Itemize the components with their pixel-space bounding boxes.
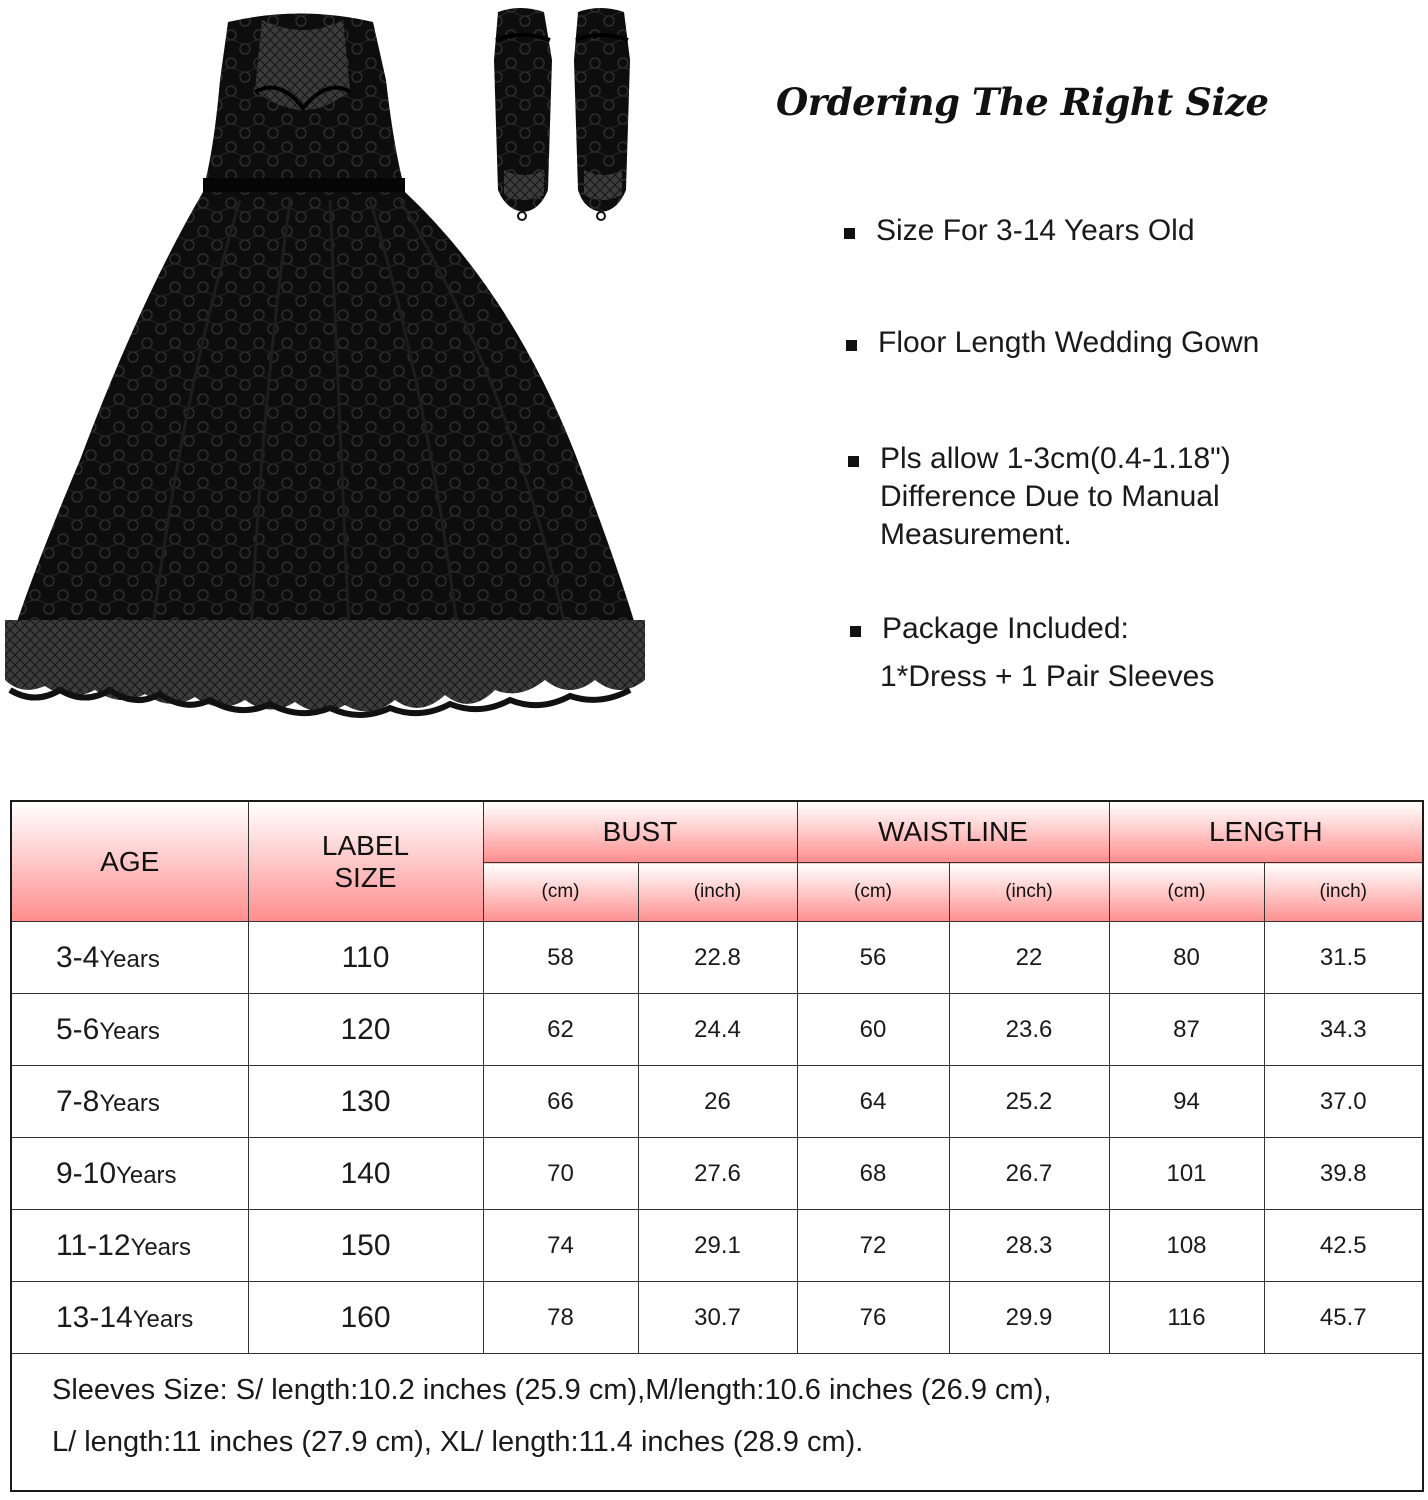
cell-length-cm: 87 — [1109, 994, 1264, 1066]
cell-waist-cm: 56 — [797, 922, 949, 994]
cell-age — [12, 922, 248, 994]
cell-bust-inch: 29.1 — [638, 1210, 797, 1282]
table-row — [12, 1282, 1422, 1354]
header-label-size-line1: LABEL — [321, 829, 410, 861]
sleeves-note-line: L/ length:11 inches (27.9 cm), XL/ length:11.4 inches (28.9 cm). — [52, 1426, 864, 1458]
age-suffix: Years — [116, 1161, 177, 1189]
cell-label-size: 120 — [248, 994, 483, 1066]
cell-waist-inch: 29.9 — [949, 1282, 1109, 1354]
age-suffix: Years — [99, 945, 160, 973]
age-suffix: Years — [99, 1089, 160, 1117]
cell-bust-inch: 30.7 — [638, 1282, 797, 1354]
cell-age — [12, 1282, 248, 1354]
header-unit-cm: (cm) — [483, 863, 638, 922]
info-bullet-measurement-note — [880, 440, 1231, 554]
lace-sleeve-left — [494, 8, 552, 220]
cell-label-size: 160 — [248, 1282, 483, 1354]
info-bullet-length — [878, 324, 1259, 362]
age-suffix: Years — [132, 1305, 194, 1333]
cell-waist-inch: 25.2 — [949, 1066, 1109, 1138]
info-bullet-package — [882, 610, 1214, 696]
cell-length-inch: 37.0 — [1264, 1066, 1422, 1138]
cell-bust-cm: 78 — [483, 1282, 638, 1354]
cell-waist-inch: 22 — [949, 922, 1109, 994]
cell-length-inch: 34.3 — [1264, 994, 1422, 1066]
cell-waist-cm: 60 — [797, 994, 949, 1066]
cell-bust-cm: 66 — [483, 1066, 638, 1138]
header-unit-cm: (cm) — [1109, 863, 1264, 922]
sleeves-note-line: Sleeves Size: S/ length:10.2 inches (25.9 cm),M/length:10.6 inches (26.9 cm), — [52, 1374, 1052, 1406]
cell-waist-inch: 28.3 — [949, 1210, 1109, 1282]
header-label-size — [248, 802, 483, 922]
age-range: 3-4 — [56, 940, 100, 974]
cell-age — [12, 1138, 248, 1210]
size-chart-table — [12, 802, 1422, 1354]
sleeves-size-note — [52, 1364, 1402, 1468]
cell-length-cm: 116 — [1109, 1282, 1264, 1354]
age-range: 11-12 — [56, 1228, 131, 1262]
cell-bust-cm: 74 — [483, 1210, 638, 1282]
cell-waist-cm: 72 — [797, 1210, 949, 1282]
header-waistline: WAISTLINE — [797, 802, 1109, 863]
table-row — [12, 1138, 1422, 1210]
cell-age — [12, 994, 248, 1066]
bullet-line: Pls allow 1-3cm(0.4-1.18") — [880, 442, 1231, 475]
cell-label-size: 110 — [248, 922, 483, 994]
cell-label-size: 140 — [248, 1138, 483, 1210]
bullet-line: Measurement. — [880, 518, 1072, 551]
cell-label-size: 130 — [248, 1066, 483, 1138]
cell-waist-cm: 76 — [797, 1282, 949, 1354]
cell-age — [12, 1066, 248, 1138]
age-suffix: Years — [99, 1017, 160, 1045]
cell-length-cm: 80 — [1109, 922, 1264, 994]
cell-bust-cm: 62 — [483, 994, 638, 1066]
lace-sleeve-right — [574, 8, 630, 220]
header-label-size-line2: SIZE — [334, 861, 397, 893]
header-age: AGE — [12, 802, 248, 922]
dress-skirt — [5, 192, 645, 715]
header-length: LENGTH — [1109, 802, 1422, 863]
bullet-line: Package Included: — [882, 612, 1129, 645]
header-unit-inch: (inch) — [949, 863, 1109, 922]
cell-bust-inch: 27.6 — [638, 1138, 797, 1210]
table-row — [12, 994, 1422, 1066]
square-bullet-icon — [846, 340, 857, 351]
cell-length-cm: 101 — [1109, 1138, 1264, 1210]
square-bullet-icon — [844, 228, 855, 239]
header-bust: BUST — [483, 802, 797, 863]
bullet-line: Floor Length Wedding Gown — [878, 326, 1260, 359]
square-bullet-icon — [850, 626, 861, 637]
cell-bust-inch: 26 — [638, 1066, 797, 1138]
cell-waist-inch: 23.6 — [949, 994, 1109, 1066]
cell-bust-inch: 24.4 — [638, 994, 797, 1066]
bullet-line: Difference Due to Manual — [880, 480, 1220, 513]
cell-waist-cm: 64 — [797, 1066, 949, 1138]
dress-and-sleeves-image — [0, 0, 700, 760]
age-range: 5-6 — [56, 1012, 100, 1046]
cell-length-cm: 94 — [1109, 1066, 1264, 1138]
table-row — [12, 922, 1422, 994]
age-range: 7-8 — [56, 1084, 100, 1118]
cell-length-inch: 39.8 — [1264, 1138, 1422, 1210]
bullet-line: 1*Dress + 1 Pair Sleeves — [880, 660, 1215, 693]
header-unit-cm: (cm) — [797, 863, 949, 922]
age-range: 13-14 — [56, 1300, 133, 1334]
cell-bust-cm: 58 — [483, 922, 638, 994]
age-suffix: Years — [130, 1233, 192, 1261]
square-bullet-icon — [848, 456, 859, 467]
cell-length-inch: 31.5 — [1264, 922, 1422, 994]
header-unit-inch: (inch) — [638, 863, 797, 922]
info-bullet-age-range — [876, 212, 1195, 250]
cell-label-size: 150 — [248, 1210, 483, 1282]
cell-bust-cm: 70 — [483, 1138, 638, 1210]
dress-bodice — [203, 14, 405, 195]
product-illustration — [0, 0, 700, 760]
info-title: Ordering The Right Size — [776, 80, 1269, 124]
table-row — [12, 1066, 1422, 1138]
cell-waist-inch: 26.7 — [949, 1138, 1109, 1210]
cell-age — [12, 1210, 248, 1282]
table-row — [12, 1210, 1422, 1282]
bullet-line: Size For 3-14 Years Old — [876, 214, 1195, 247]
size-chart — [10, 800, 1424, 1492]
header-unit-inch: (inch) — [1264, 863, 1422, 922]
cell-bust-inch: 22.8 — [638, 922, 797, 994]
cell-length-cm: 108 — [1109, 1210, 1264, 1282]
age-range: 9-10 — [56, 1156, 117, 1190]
cell-waist-cm: 68 — [797, 1138, 949, 1210]
cell-length-inch: 42.5 — [1264, 1210, 1422, 1282]
cell-length-inch: 45.7 — [1264, 1282, 1422, 1354]
